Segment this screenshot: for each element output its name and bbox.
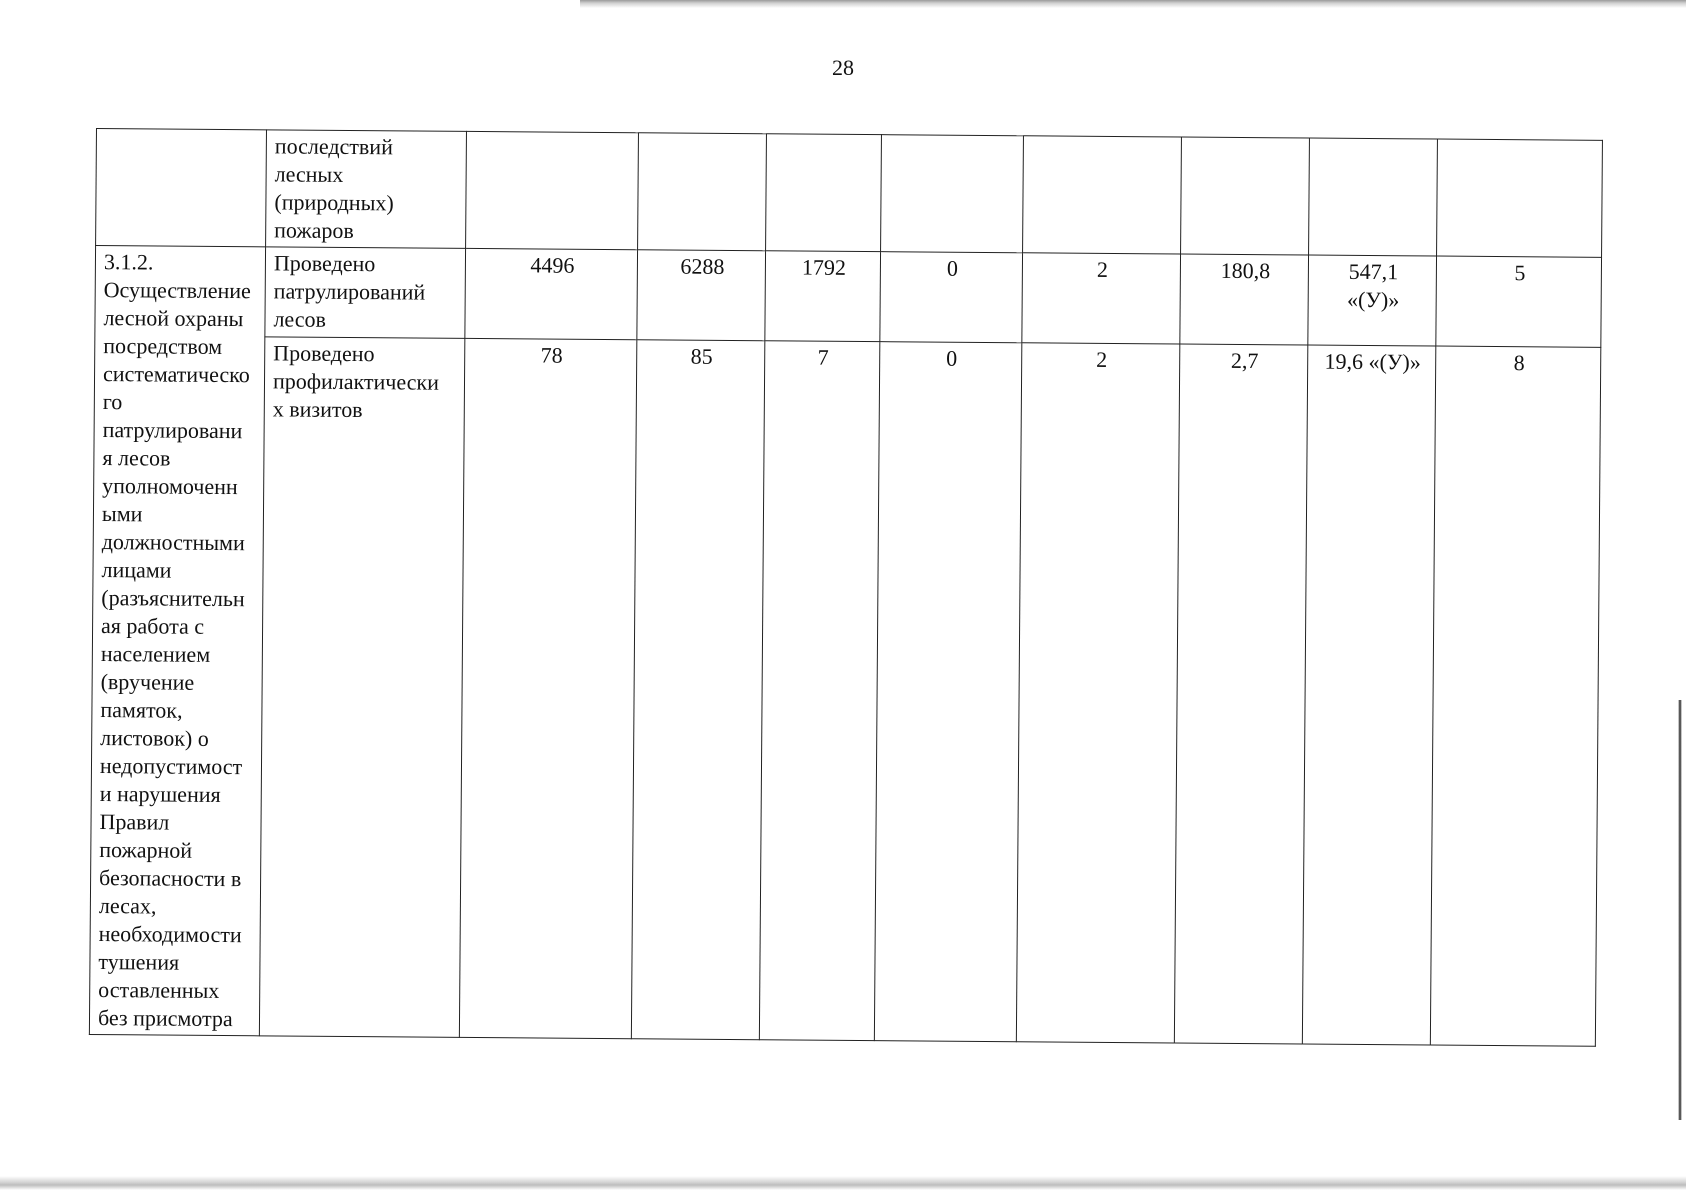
continued-empty-cell <box>466 131 639 249</box>
continued-empty-cell <box>1181 137 1310 255</box>
table-row <box>95 246 1602 347</box>
continued-row <box>96 129 1603 258</box>
value-cell: 1792 <box>765 251 881 342</box>
value-cell: 2 <box>1022 253 1181 344</box>
scan-edge-top <box>580 0 1686 8</box>
value-cell: 2 <box>1016 342 1179 1043</box>
value-cell: 8 <box>1430 346 1600 1047</box>
continued-empty-cell <box>1309 138 1438 256</box>
table-row <box>89 335 1600 1046</box>
value-cell: 2,7 <box>1174 344 1307 1044</box>
value-cell: 5 <box>1436 256 1602 347</box>
value-cell: 6288 <box>637 250 766 341</box>
page-number: 28 <box>832 55 854 80</box>
activity-cell: 3.1.2. Осуществление лесной охраны посредством систематическо го патрулировани я лесов уполномоченн ыми должностными лицами (разъяснительн ая работа с населением (вручение памяток, листовок) о недопустимост и нарушения Правил пожарной безопасности в лесах, необходимости тушения оставленных без присмотра <box>89 246 265 1036</box>
continued-empty-cell <box>1023 136 1182 254</box>
continued-empty-cell <box>766 134 882 252</box>
value-cell: 180,8 <box>1180 254 1309 345</box>
value-cell: 7 <box>759 340 879 1040</box>
continued-indicator-cell: последствий лесных (природных) пожаров <box>266 130 467 249</box>
continued-empty-cell <box>638 133 767 251</box>
value-cell: 78 <box>459 338 636 1039</box>
value-cell: 19,6 «(У)» <box>1302 345 1435 1045</box>
value-cell: 0 <box>880 252 1023 343</box>
scan-edge-bottom <box>0 1176 1686 1190</box>
scan-edge-right <box>1678 700 1682 1120</box>
value-cell: 85 <box>631 339 764 1039</box>
continued-activity-cell <box>96 129 267 247</box>
continued-empty-cell <box>881 135 1024 253</box>
value-cell: 0 <box>874 341 1021 1041</box>
continued-empty-cell <box>1437 139 1603 257</box>
indicator-cell: Проведено патрулирований лесов <box>265 247 466 338</box>
value-cell: 547,1 «(У)» <box>1308 255 1437 346</box>
report-table <box>89 128 1603 1047</box>
indicator-cell: Проведено профилактически х визитов <box>259 337 464 1038</box>
report-sheet <box>89 128 1602 1047</box>
value-cell: 4496 <box>465 248 638 339</box>
